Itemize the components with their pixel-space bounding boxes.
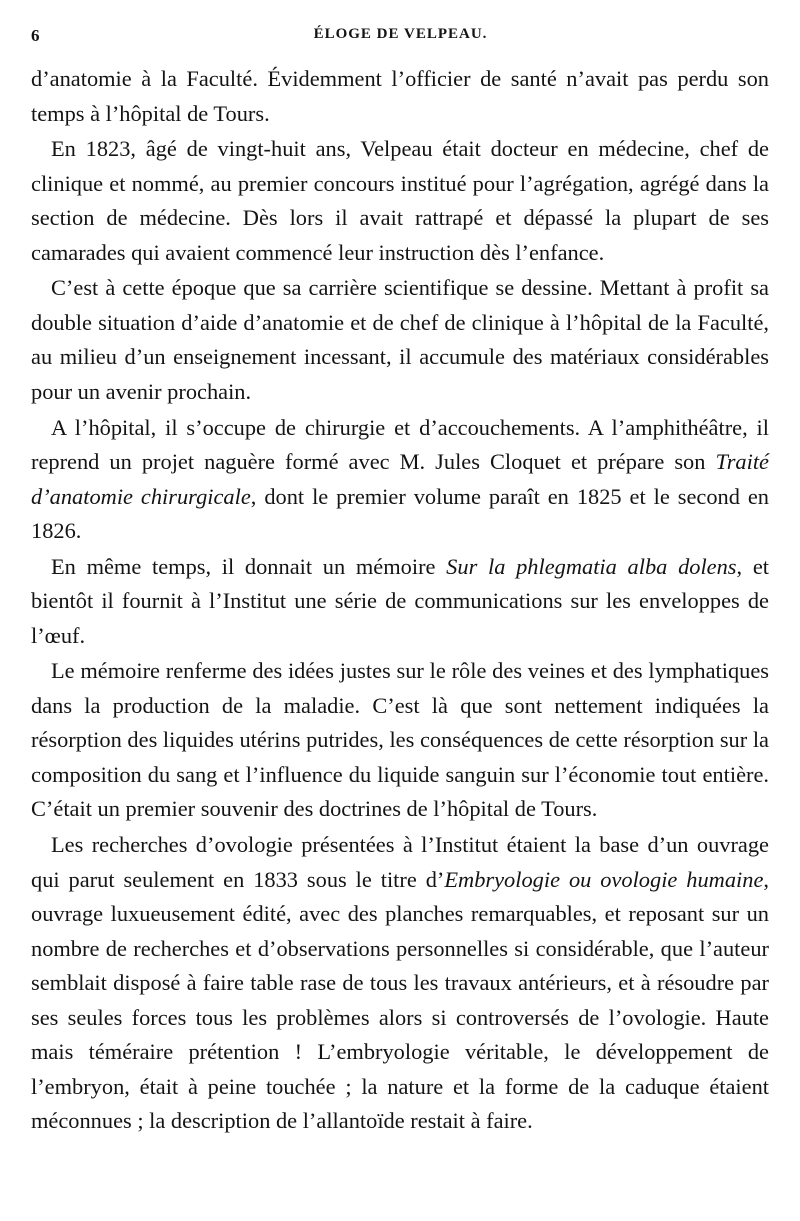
page-number: 6 [31, 26, 41, 45]
paragraph-text: A l’hôpital, il s’occupe de chirurgie et d’accouchements. A l’amphithéâtre, il reprend un projet naguère formé avec M. Jules Cloquet et prépare son [31, 414, 769, 475]
paragraph-5 [31, 550, 769, 654]
paragraph-4 [31, 411, 769, 549]
memoir-title-italic: Sur la phlegmatia alba dolens [446, 553, 737, 579]
paragraph-2 [31, 132, 769, 270]
paragraph-text: , dont le premier volume paraît en 1825 et le second en 1826. [31, 483, 769, 544]
paragraph-text: , et bientôt il fournit à l’Institut une série de communications sur les enveloppes de l’œuf. [31, 553, 769, 648]
paragraph-text: En 1823, âgé de vingt-huit ans, Velpeau était docteur en médecine, chef de clinique et nommé, au premier concours institué pour l’agrégation, agrégé dans la section de médecine. Dès lors il avait rattrapé et dépassé la plupart de ses camarades qui avaient commencé leur instruction dès l’enfance. [31, 136, 769, 265]
paragraph-text: d’anatomie à la Faculté. Évidemment l’officier de santé n’avait pas perdu son temps à l’hôpital de Tours. [31, 66, 769, 126]
paragraph-7 [31, 828, 769, 1139]
book-title-italic: Embryologie ou ovologie humaine [444, 866, 764, 892]
paragraph-6 [31, 654, 769, 827]
paragraph-text: Les recherches d’ovologie présentées à l’Institut étaient la base d’un ouvrage qui parut seulement en 1833 sous le titre d’ [31, 832, 769, 892]
running-title: ÉLOGE DE VELPEAU. [313, 26, 488, 42]
paragraph-text: Le mémoire renferme des idées justes sur le rôle des veines et des lymphatiques dans la production de la maladie. C’est là que sont nettement indiquées la résorption des liquides utérins putrides, les conséquences de cette résorption sur la composition du sang et l’influence du liquide sanguin sur l’économie tout entière. C’était un premier souvenir des doctrines de l’hôpital de Tours. [31, 658, 769, 822]
paragraph-1 [31, 62, 769, 131]
running-head [31, 26, 770, 50]
book-title-italic: Traité d’anatomie chirurgicale [31, 449, 769, 509]
paragraph-3 [31, 271, 769, 409]
paragraph-text: C’est à cette époque que sa carrière scientifique se dessine. Mettant à profit sa double situation d’aide d’anatomie et de chef de clinique à l’hôpital de la Faculté, au milieu d’un enseignement incessant, il accumule des matériaux considérables pour un avenir prochain. [31, 275, 769, 404]
paragraph-text: , ouvrage luxueusement édité, avec des planches remarquables, et reposant sur un nombre de recherches et d’observations personnelles si considérable, que l’auteur semblait disposé à faire table rase de tous les travaux antérieurs, et à résoudre par ses seules forces tous les problèmes alors si controversés de l’ovologie. Haute mais téméraire prétention ! L’embryologie véritable, le développement de l’embryon, était à peine touchée ; la nature et la forme de la caduque étaient méconnues ; la description de l’allantoïde restait à faire. [31, 866, 769, 1134]
paragraph-text: En même temps, il donnait un mémoire [51, 553, 447, 579]
body-text [31, 62, 769, 1139]
